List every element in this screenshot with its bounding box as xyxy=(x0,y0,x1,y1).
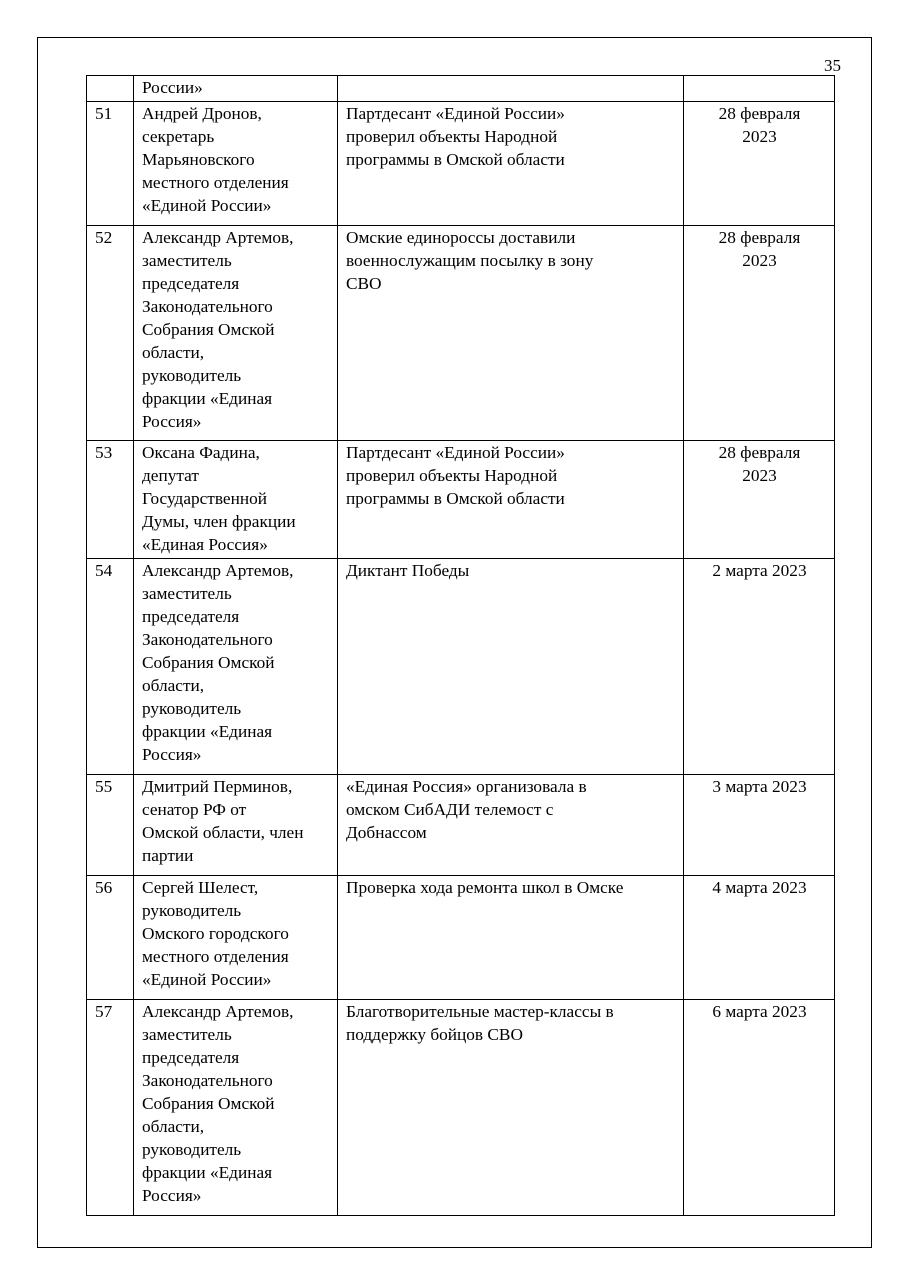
row-number-cell: 56 xyxy=(87,876,134,1000)
row-number-cell: 54 xyxy=(87,559,134,775)
date-cell: 2 марта 2023 xyxy=(684,559,835,775)
date-cell: 28 февраля 2023 xyxy=(684,441,835,559)
row-number-cell: 51 xyxy=(87,102,134,226)
table-row xyxy=(87,775,835,876)
event-cell: Благотворительные мастер-классы в поддержку бойцов СВО xyxy=(338,1000,684,1216)
date-cell: 28 февраля 2023 xyxy=(684,102,835,226)
event-cell: Партдесант «Единой России» проверил объекты Народной программы в Омской области xyxy=(338,102,684,226)
table-row xyxy=(87,559,835,775)
person-cell: Александр Артемов, заместитель председателя Законодательного Собрания Омской области, руководитель фракции «Единая Россия» xyxy=(134,1000,338,1216)
date-cell: 28 февраля 2023 xyxy=(684,226,835,441)
row-number-cell xyxy=(87,76,134,102)
events-table xyxy=(86,75,835,1216)
table-row-continuation xyxy=(87,76,835,102)
date-cell: 3 марта 2023 xyxy=(684,775,835,876)
table-row xyxy=(87,226,835,441)
event-cell: Проверка хода ремонта школ в Омске xyxy=(338,876,684,1000)
event-cell: Диктант Победы xyxy=(338,559,684,775)
event-cell: Партдесант «Единой России» проверил объекты Народной программы в Омской области xyxy=(338,441,684,559)
person-cell: Дмитрий Перминов, сенатор РФ от Омской области, член партии xyxy=(134,775,338,876)
table-row xyxy=(87,441,835,559)
event-cell: «Единая Россия» организовала в омском СибАДИ телемост с Добнассом xyxy=(338,775,684,876)
page-number: 35 xyxy=(824,56,841,75)
person-cell: Александр Артемов, заместитель председателя Законодательного Собрания Омской области, руководитель фракции «Единая Россия» xyxy=(134,559,338,775)
table-row xyxy=(87,102,835,226)
row-number-cell: 55 xyxy=(87,775,134,876)
person-cell: Оксана Фадина, депутат Государственной Думы, член фракции «Единая Россия» xyxy=(134,441,338,559)
date-cell: 6 марта 2023 xyxy=(684,1000,835,1216)
date-cell xyxy=(684,76,835,102)
person-cell: Сергей Шелест, руководитель Омского городского местного отделения «Единой России» xyxy=(134,876,338,1000)
table-row xyxy=(87,876,835,1000)
person-cell: России» xyxy=(134,76,338,102)
date-cell: 4 марта 2023 xyxy=(684,876,835,1000)
table-row xyxy=(87,1000,835,1216)
event-cell: Омские единороссы доставили военнослужащим посылку в зону СВО xyxy=(338,226,684,441)
row-number-cell: 53 xyxy=(87,441,134,559)
person-cell: Андрей Дронов, секретарь Марьяновского местного отделения «Единой России» xyxy=(134,102,338,226)
person-cell: Александр Артемов, заместитель председателя Законодательного Собрания Омской области, руководитель фракции «Единая Россия» xyxy=(134,226,338,441)
row-number-cell: 57 xyxy=(87,1000,134,1216)
row-number-cell: 52 xyxy=(87,226,134,441)
event-cell xyxy=(338,76,684,102)
